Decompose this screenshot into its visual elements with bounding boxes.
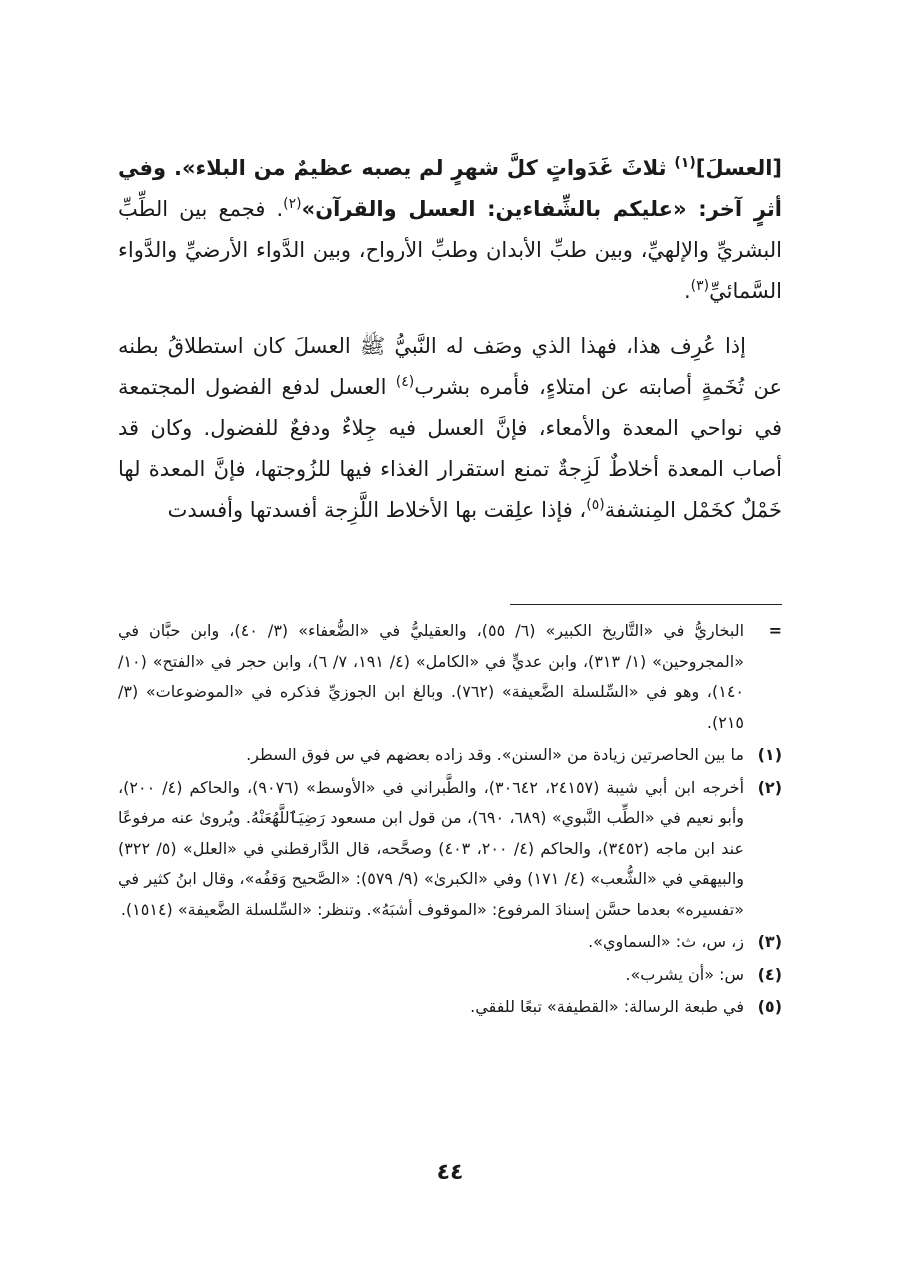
footnote-number: = <box>768 621 782 640</box>
footnote-item <box>118 616 782 738</box>
text-run: [العسلَ] <box>695 156 782 180</box>
footnotes <box>118 616 782 1025</box>
footnote-item <box>118 992 782 1023</box>
footnote-item <box>118 927 782 958</box>
footnote-number: (٤) <box>757 964 782 984</box>
footnote-number: (١) <box>757 745 782 764</box>
footnote-item <box>118 773 782 926</box>
text-run: إذا عُرِف هذا، فهذا الذي وصَف له النَّبيُّ ﷺ العسلَ كان استطلاقُ بطنه عن تُخَمةٍ أصابته عن امتلاءٍ، فأمره بشرب <box>118 334 782 399</box>
text-run: . فجمع بين الطِّبِّ البشريِّ والإلهيِّ، وبين طبِّ الأبدان وطبِّ الأرواح، وبين الدَّواء الأرضيِّ والدَّواء السَّمائيِّ <box>118 197 782 303</box>
footnote-text: أخرجه ابن أبي شيبة (٢٤١٥٧، ٣٠٦٤٢)، والطَّبراني في «الأوسط» (٩٠٧٦)، والحاكم (٤/ ٢٠٠)، وأبو نعيم في «الطِّب النَّبوي» (٦٨٩، ٦٩٠)، من قول ابن مسعود رَضِيَٱللَّهُعَنْهُ. ويُروىٰ عنه مرفوعًا عند ابن ماجه (٣٤٥٢)، والحاكم (٤/ ٢٠٠، ٤٠٣) وصحَّحه، قال الدَّارقطني في «العلل» (٥/ ٣٢٢) والبيهقي في «الشُّعب» (٤/ ١٧١) وفي «الكبرىٰ» (٩/ ٥٧٩): «الصَّحيح وَقفُه»، وقال ابنُ كثير في «تفسيره» بعدما حسَّن إسنادَ المرفوع: «الموقوف أشبَهُ». وتنظر: «السِّلسلة الضَّعيفة» (١٥١٤). <box>118 777 745 919</box>
footnote-ref: (٤) <box>395 374 415 390</box>
footnote-ref: (٢) <box>283 196 302 212</box>
footnote-number: (٥) <box>757 997 782 1016</box>
footnote-ref: (٣) <box>690 278 710 294</box>
footnote-item <box>118 960 782 991</box>
main-text <box>118 148 782 531</box>
text-run: ، فإذا علِقت بها الأخلاط اللَّزِجة أفسدتها وأفسدت <box>167 498 587 522</box>
paragraph <box>118 326 782 531</box>
text-run: . <box>683 279 691 303</box>
footnote-number: (٣) <box>757 932 782 951</box>
page-number: ٤٤ <box>436 1160 464 1185</box>
footnote-text: ز، س، ث: «السماوي». <box>588 932 744 951</box>
text-run: العسل لدفع الفضول المجتمعة في نواحي المعدة والأمعاء، فإنَّ العسل فيه جِلاءٌ ودفعٌ للفضول. وكان قد أصاب المعدة أخلاطٌ لَزِجةٌ تمنع استقرار الغذاء فيها للزُوجتها، فإنَّ المعدة لها خَمْلٌ كخَمْل المِنشفة <box>118 375 782 522</box>
footnote-ref: (١) <box>674 155 696 171</box>
footnote-number: (٢) <box>757 777 782 797</box>
text-run: ثلاثَ غَدَواتٍ كلَّ شهرٍ لم يصبه عظيمٌ من البلاء». وفي أثرٍ آخر: «عليكم بالشِّفاءين: العسل والقرآن» <box>118 156 782 221</box>
footnote-text: ما بين الحاصرتين زيادة من «السنن». وقد زاده بعضهم في س فوق السطر. <box>246 745 744 764</box>
footnote-text: البخاريُّ في «التَّاريخ الكبير» (٦/ ٥٥)، والعقيليُّ في «الضُّعفاء» (٣/ ٤٠)، وابن حبَّان في «المجروحين» (١/ ٣١٣)، وابن عديٍّ في «الكامل» (٤/ ١٩١، ٧/ ٦)، وابن حجر في «الفتح» (١٠/ ١٤٠)، وهو في «السِّلسلة الضَّعيفة» (٧٦٢). وبالغ ابن الجوزيِّ فذكره في «الموضوعات» (٣/ ٢١٥). <box>118 621 745 732</box>
footnote-text: س: «أن يشرب». <box>625 964 744 984</box>
footnote-item <box>118 740 782 771</box>
footnote-separator <box>510 604 782 605</box>
footnote-ref: (٥) <box>586 497 605 513</box>
footnote-text: في طبعة الرسالة: «القطيفة» تبعًا للفقي. <box>470 997 744 1016</box>
paragraph <box>118 148 782 312</box>
